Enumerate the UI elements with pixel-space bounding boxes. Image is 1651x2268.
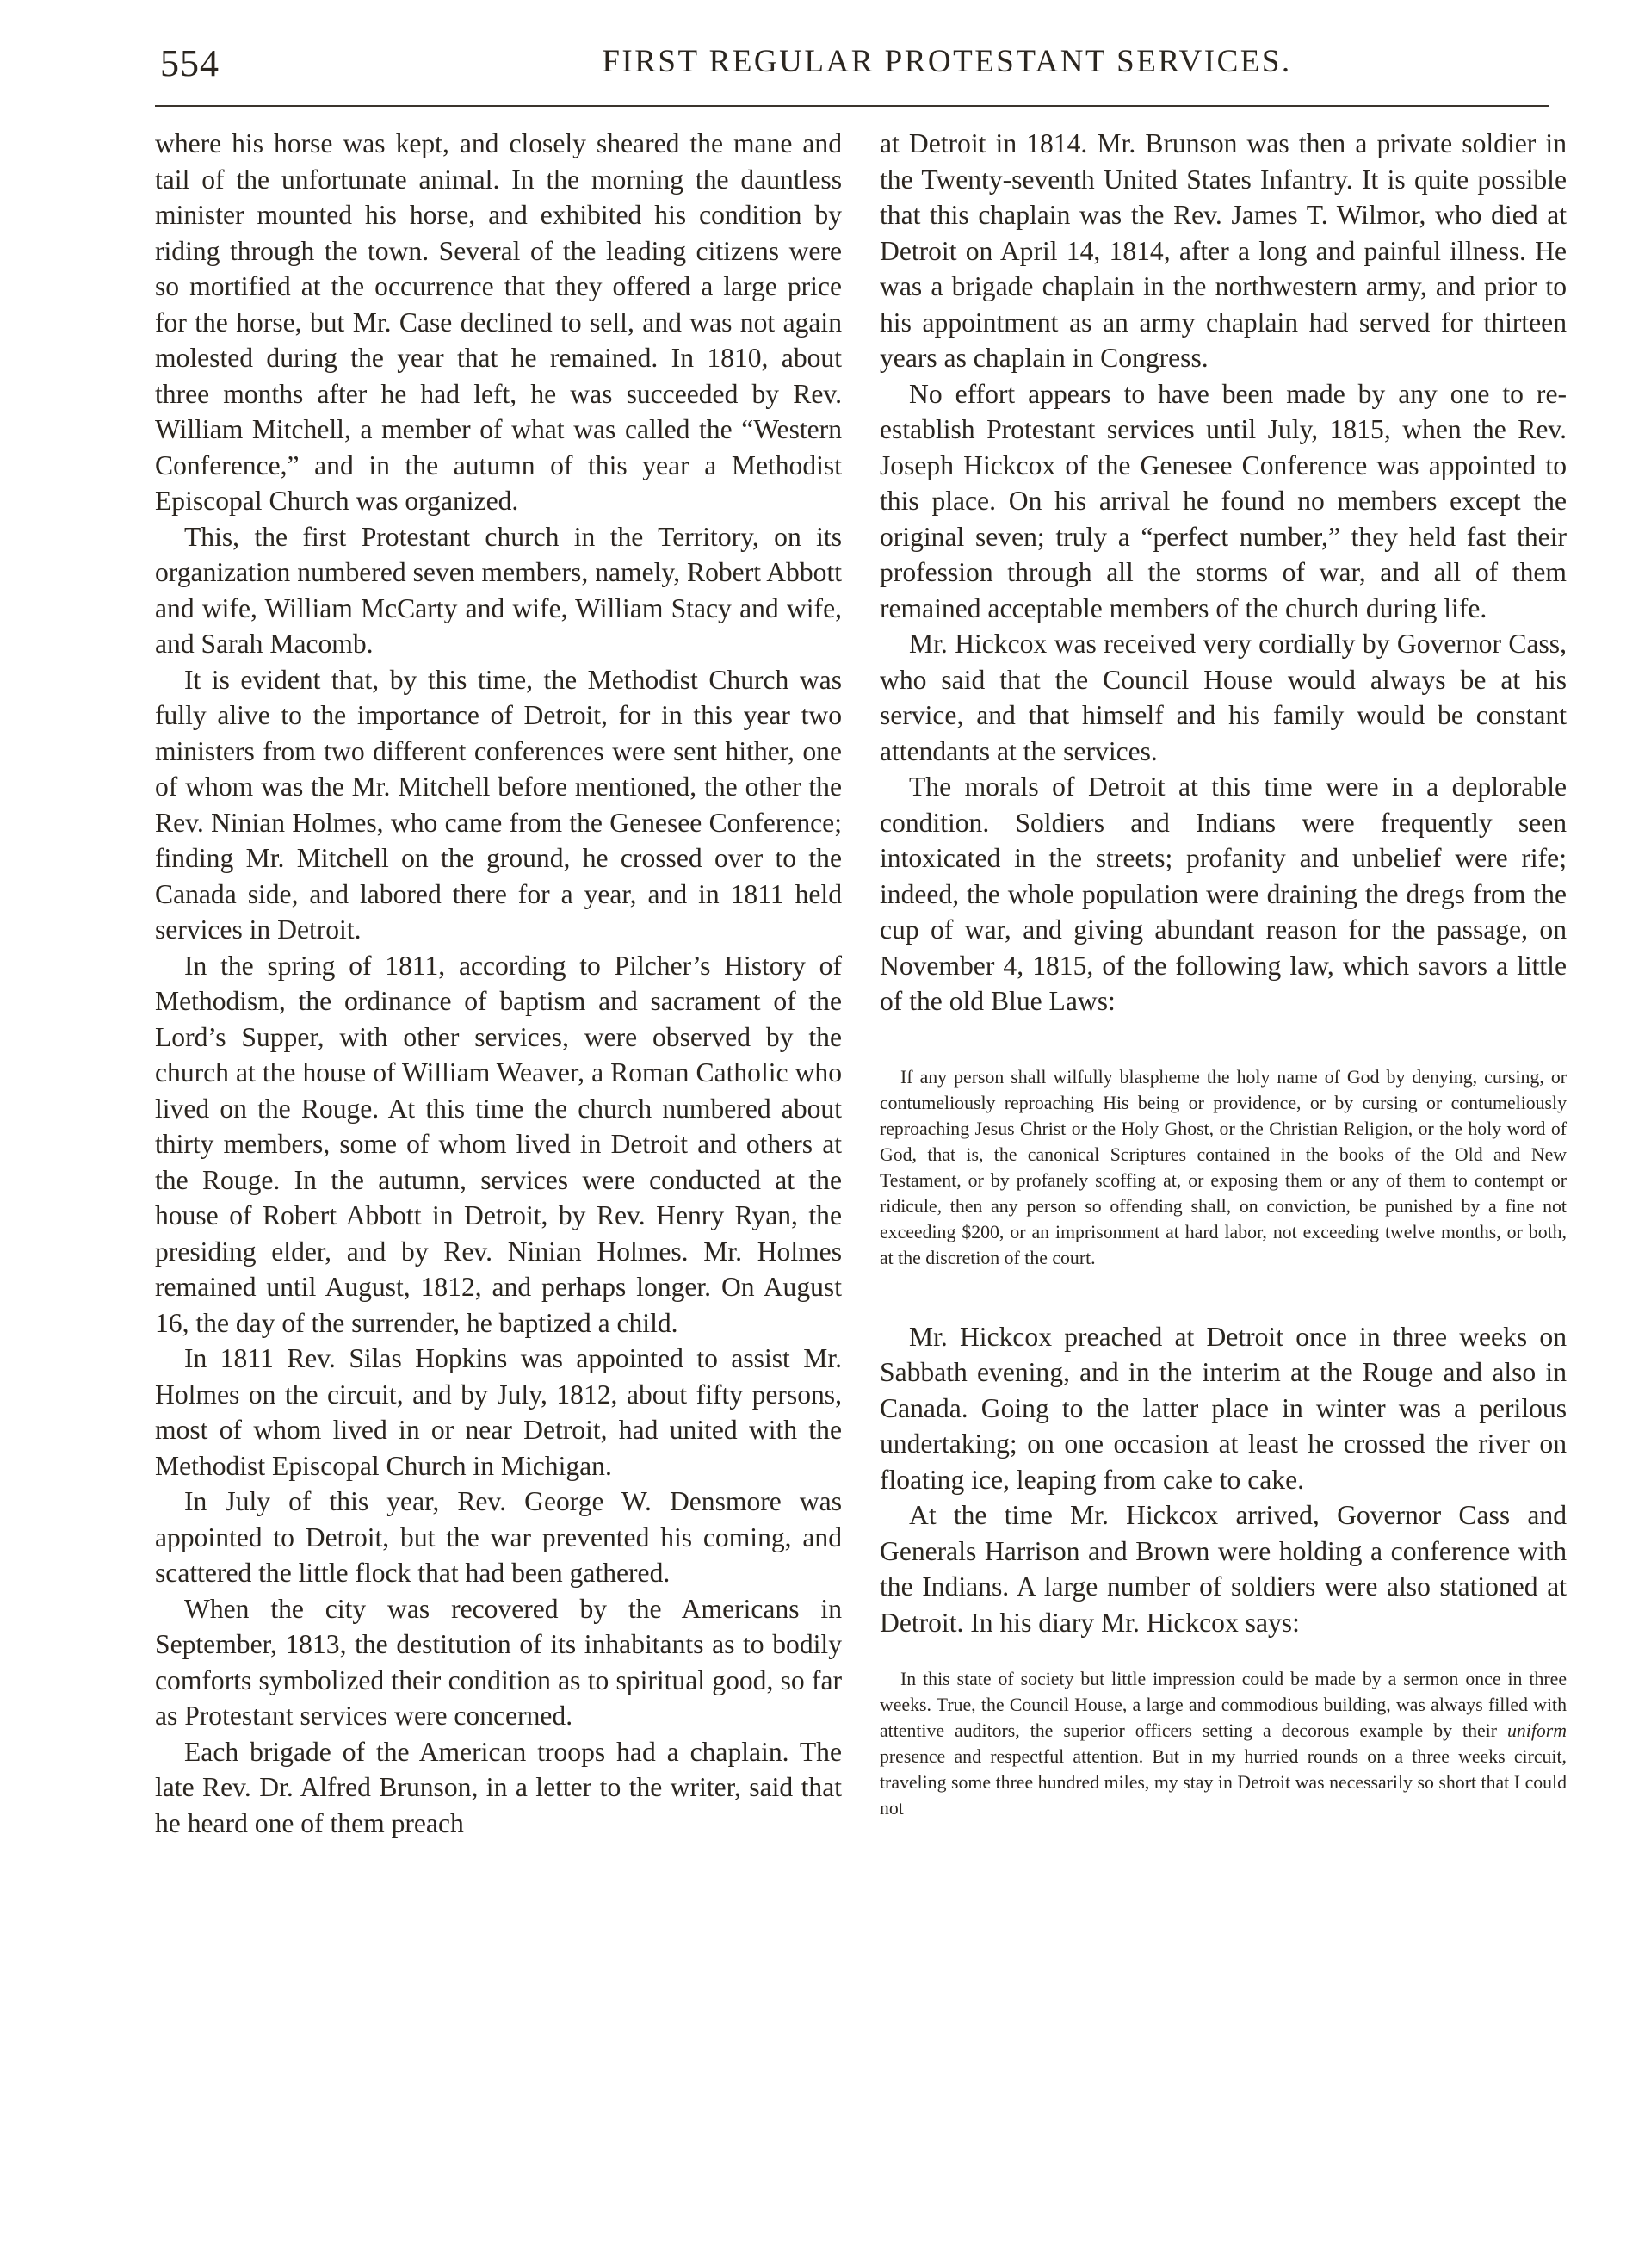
diary-quote-text: In this state of society but little impression could be made by a sermon once in three weeks. True, the Council House, a large and commodious building, was always filled with attentive auditors, the superior officers setting a decorous example by their <box>880 1669 1567 1741</box>
law-quote: If any person shall wilfully blaspheme the holy name of God by denying, cursing, or contumeliously reproaching His being or providence, or by cursing or contumeliously reproaching Jesus Christ or the Holy Ghost, or the Christian Religion, or the holy word of God, that is, the canonical Scriptures contained in the books of the Old and New Testament, or by profanely scoffing at, or exposing them or any of them to contempt or ridicule, then any person so offending shall, on conviction, be punished by a fine not exceeding $200, or an imprisonment at hard labor, not exceeding twelve months, or both, at the discretion of the court. <box>880 1066 1567 1268</box>
paragraph: at Detroit in 1814. Mr. Brunson was then a private soldier in the Twenty-seventh United States Infantry. It is quite possible that this chaplain was the Rev. James T. Wilmor, who died at Detroit on April 14, 1814, after a long and painful illness. He was a brigade chaplain in the northwestern army, and prior to his appointment as an army chaplain had served for thirteen years as chaplain in Congress. <box>880 128 1567 373</box>
paragraph: where his horse was kept, and closely sheared the mane and tail of the unfortunate animal. In the morning the dauntless minister mounted his horse, and exhibited his condition by riding through the town. Several of the leading citizens were so mortified at the occurrence that they offered a large price for the horse, but Mr. Case declined to sell, and was not again molested during the year that he remained. In 1810, about three months after he had left, he was succeeded by Rev. William Mitchell, a member of what was called the “Western Conference,” and in the autumn of this year a Methodist Episcopal Church was organized. <box>155 128 842 516</box>
paragraph: In the spring of 1811, according to Pilcher’s History of Methodism, the ordinance of baptism and sacrament of the Lord’s Supper, with other services, were observed by the church at the house of William Weaver, a Roman Catholic who lived on the Rouge. At this time the church numbered about thirty members, some of whom lived in Detroit and others at the Rouge. In the autumn, services were conducted at the house of Robert Abbott in Detroit, by Rev. Henry Ryan, the presiding elder, and by Rev. Ninian Holmes. Mr. Holmes remained until August, 1812, and perhaps longer. On August 16, the day of the surrender, he baptized a child. <box>155 950 842 1338</box>
spacer <box>880 1640 1567 1666</box>
paragraph: Each brigade of the American troops had a chaplain. The late Rev. Dr. Alfred Brunson, in a letter to the writer, said that he heard one of them preach <box>155 1736 842 1838</box>
paragraph: Mr. Hickcox was received very cordially by Governor Cass, who said that the Council House would always be at his service, and that himself and his family would be constant attendants at the services. <box>880 629 1567 766</box>
diary-quote-italic: uniform <box>1506 1720 1567 1741</box>
left-column <box>155 126 842 1841</box>
paragraph: At the time Mr. Hickcox arrived, Governor Cass and Generals Harrison and Brown were holding a conference with the Indians. A large number of soldiers were also stationed at Detroit. In his diary Mr. Hickcox says: <box>880 1500 1567 1638</box>
spacer <box>880 1019 1567 1064</box>
paragraph: This, the first Protestant church in the Territory, on its organization numbered seven members, namely, Robert Abbott and wife, William McCarty and wife, William Stacy and wife, and Sarah Macomb. <box>155 521 842 659</box>
paragraph: The morals of Detroit at this time were in a deplorable condition. Soldiers and Indians were frequently seen intoxicated in the streets; profanity and unbelief were rife; indeed, the whole population were draining the dregs from the cup of war, and giving abundant reason for the passage, on November 4, 1815, of the following law, which savors a little of the old Blue Laws: <box>880 771 1567 1016</box>
diary-quote <box>880 1666 1567 1821</box>
right-column <box>880 126 1567 1821</box>
header-rule <box>155 105 1549 107</box>
paragraph: It is evident that, by this time, the Methodist Church was fully alive to the importance of Detroit, for in this year two ministers from two different conferences were sent hither, one of whom was the Mr. Mitchell before mentioned, the other the Rev. Ninian Holmes, who came from the Genesee Conference; finding Mr. Mitchell on the ground, he crossed over to the Canada side, and labored there for a year, and in 1811 held services in Detroit. <box>155 664 842 945</box>
page-number: 554 <box>160 42 220 84</box>
paragraph: No effort appears to have been made by any one to re-establish Protestant services until July, 1815, when the Rev. Joseph Hickcox of the Genesee Conference was appointed to this place. On his arrival he found no members except the original seven; truly a “perfect number,” they held fast their profession through all the storms of war, and all of them remained acceptable members of the church during life. <box>880 378 1567 623</box>
diary-quote-text: presence and respectful attention. But in my hurried rounds on a three weeks circuit, traveling some three hundred miles, my stay in Detroit was necessarily so short that I could not <box>880 1746 1567 1819</box>
paragraph: In 1811 Rev. Silas Hopkins was appointed to assist Mr. Holmes on the circuit, and by July, 1812, about fifty persons, most of whom lived in or near Detroit, had united with the Methodist Episcopal Church in Michigan. <box>155 1343 842 1481</box>
paragraph: In July of this year, Rev. George W. Densmore was appointed to Detroit, but the war prevented his coming, and scattered the little flock that had been gathered. <box>155 1486 842 1588</box>
running-head: FIRST REGULAR PROTESTANT SERVICES. <box>602 44 1292 79</box>
paragraph: When the city was recovered by the Americans in September, 1813, the destitution of its inhabitants as to bodily comforts symbolized their condition as to spiritual good, so far as Protestant services were concerned. <box>155 1593 842 1731</box>
spacer <box>880 1271 1567 1319</box>
page-header <box>155 40 1549 100</box>
paragraph: Mr. Hickcox preached at Detroit once in three weeks on Sabbath evening, and in the interim at the Rouge and also in Canada. Going to the latter place in winter was a perilous undertaking; on one occasion at least he crossed the river on floating ice, leaping from cake to cake. <box>880 1321 1567 1495</box>
